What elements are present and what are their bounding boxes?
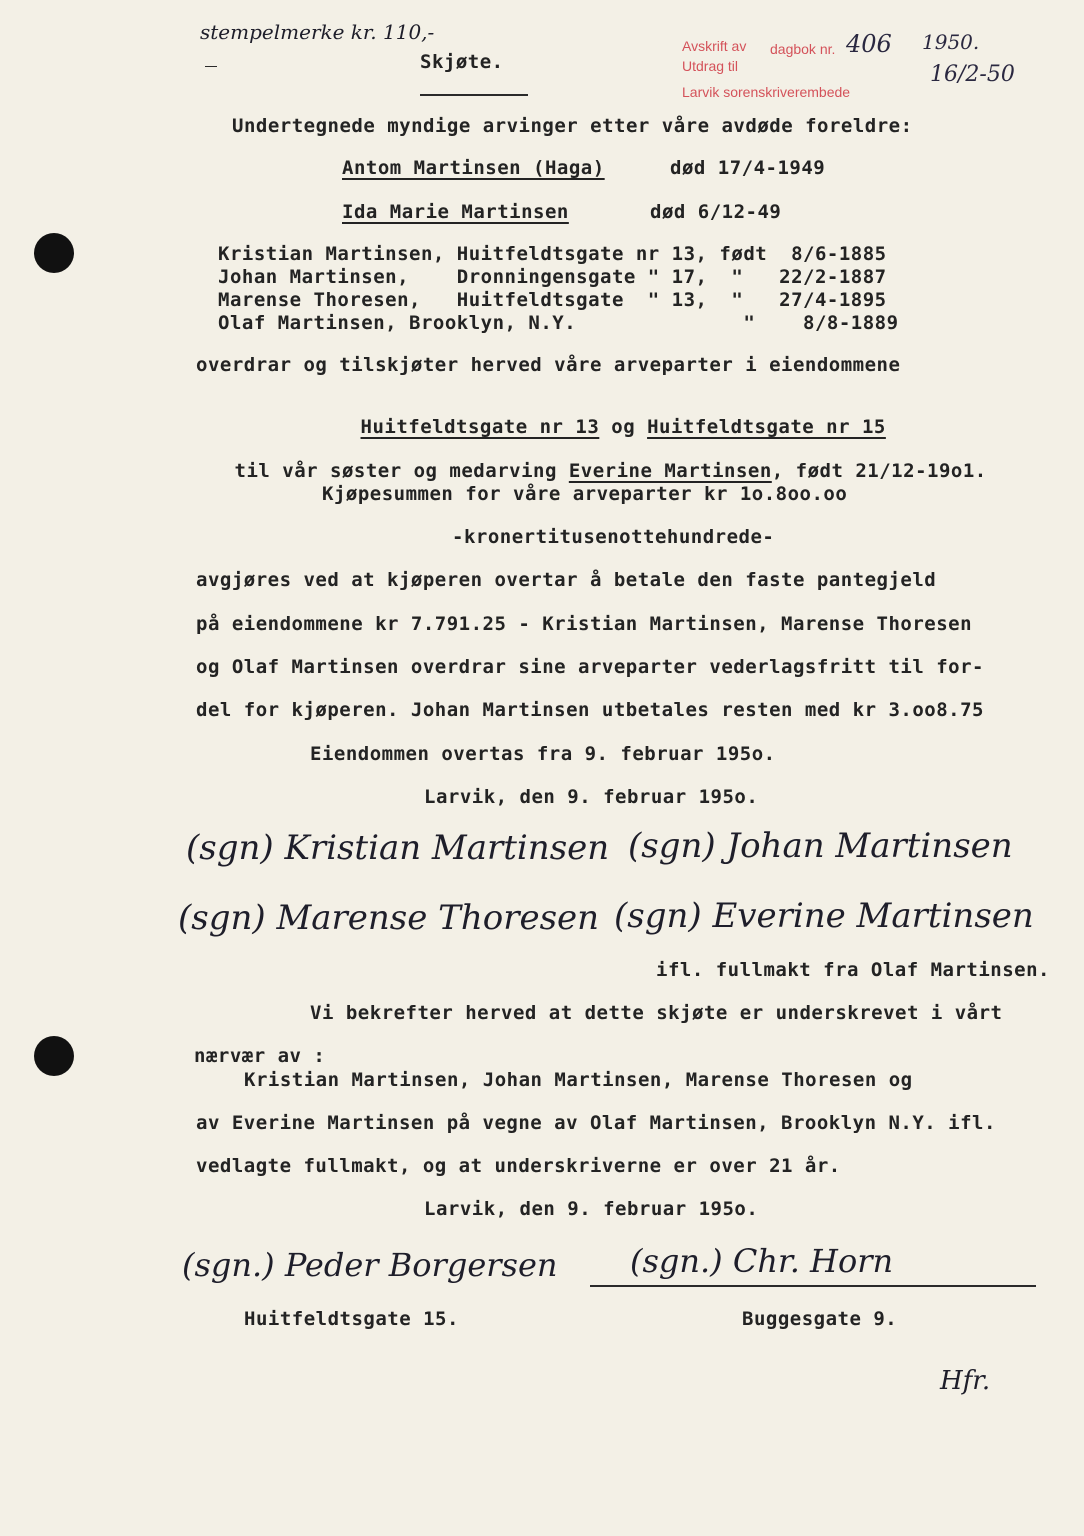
property-second: Huitfeldtsgate nr 15 [647,416,886,438]
document-title: Skjøte. [420,51,504,73]
stamp-handwritten-date: 16/2-50 [930,62,1015,87]
stamp-year: 1950. [922,30,980,54]
recipient-prefix: til vår søster og medarving [234,460,569,482]
witness-line: nærvær av : [194,1045,326,1067]
takeover-line: Eiendommen overtas fra 9. februar 195o. [310,743,776,765]
property-joiner: og [599,416,648,438]
witness-address-2: Buggesgate 9. [742,1308,898,1330]
witness-line: Kristian Martinsen, Johan Martinsen, Marense Thoresen og [244,1069,913,1091]
recipient-suffix: , født 21/12-19o1. [771,460,987,482]
clerk-initials: Hfr. [940,1366,991,1396]
deceased-mother-died: død 6/12-49 [650,201,782,223]
dash-mark [205,66,217,67]
signature-everine: (sgn) Everine Martinsen [614,896,1034,936]
place-date-1: Larvik, den 9. februar 195o. [424,786,759,808]
stamp-line2: Utdrag til [682,58,739,74]
deceased-mother-name: Ida Marie Martinsen [342,201,569,223]
intro-line: Undertegnede myndige arvinger etter våre avdøde foreldre: [232,115,913,137]
witness-address-1: Huitfeldtsgate 15. [244,1308,459,1330]
place-date-2: Larvik, den 9. februar 195o. [424,1198,759,1220]
title-underline [420,94,528,96]
body-line: del for kjøperen. Johan Martinsen utbetales resten med kr 3.oo8.75 [196,699,984,721]
signature-marense: (sgn) Marense Thoresen [178,898,600,938]
witness-signature-horn: (sgn.) Chr. Horn [630,1242,894,1280]
heir-line: Johan Martinsen, Dronningensgate " 17, " 22/2-1887 [218,266,887,288]
body-line: avgjøres ved at kjøperen overtar å betale den faste pantegjeld [196,569,937,591]
signature-line [590,1285,1036,1287]
witness-line: Vi bekrefter herved at dette skjøte er underskrevet i vårt [310,1002,1003,1024]
stamp-line1-label: dagbok nr. [770,41,836,57]
signature-kristian: (sgn) Kristian Martinsen [186,828,610,868]
price-line: Kjøpesummen for våre arveparter kr 1o.8oo.oo [322,483,848,505]
recipient-name: Everine Martinsen [568,460,772,482]
stamp-line1-prefix: Avskrift av [682,38,747,54]
proxy-note: ifl. fullmakt fra Olaf Martinsen. [656,959,1050,981]
transfer-line: overdrar og tilskjøter herved våre arveparter i eiendommene [196,354,901,376]
deceased-father-died: død 17/4-1949 [670,157,826,179]
witness-line: vedlagte fullmakt, og at underskriverne er over 21 år. [196,1155,841,1177]
stamp-tax-note: stempelmerke kr. 110,- [200,20,435,44]
body-line: og Olaf Martinsen overdrar sine arveparter vederlagsfritt til for- [196,656,984,678]
witness-signature-borgersen: (sgn.) Peder Borgersen [182,1246,558,1284]
heir-line: Olaf Martinsen, Brooklyn, N.Y. " 8/8-1889 [218,312,899,334]
punch-hole-bottom [34,1036,74,1076]
stamp-dagbok-number: 406 [846,30,892,58]
stamp-line3: Larvik sorenskriverembede [682,84,851,100]
signature-johan: (sgn) Johan Martinsen [628,826,1013,866]
price-words: -kronertitusenottehundrede- [452,526,775,548]
body-line: på eiendommene kr 7.791.25 - Kristian Martinsen, Marense Thoresen [196,613,973,635]
witness-line: av Everine Martinsen på vegne av Olaf Martinsen, Brooklyn N.Y. ifl. [196,1112,996,1134]
punch-hole-top [34,233,74,273]
heir-line: Kristian Martinsen, Huitfeldtsgate nr 13, født 8/6-1885 [218,243,887,265]
deceased-father-name: Antom Martinsen (Haga) [342,157,605,179]
property-first: Huitfeldtsgate nr 13 [360,416,600,438]
heir-line: Marense Thoresen, Huitfeldtsgate " 13, " 27/4-1895 [218,289,887,311]
